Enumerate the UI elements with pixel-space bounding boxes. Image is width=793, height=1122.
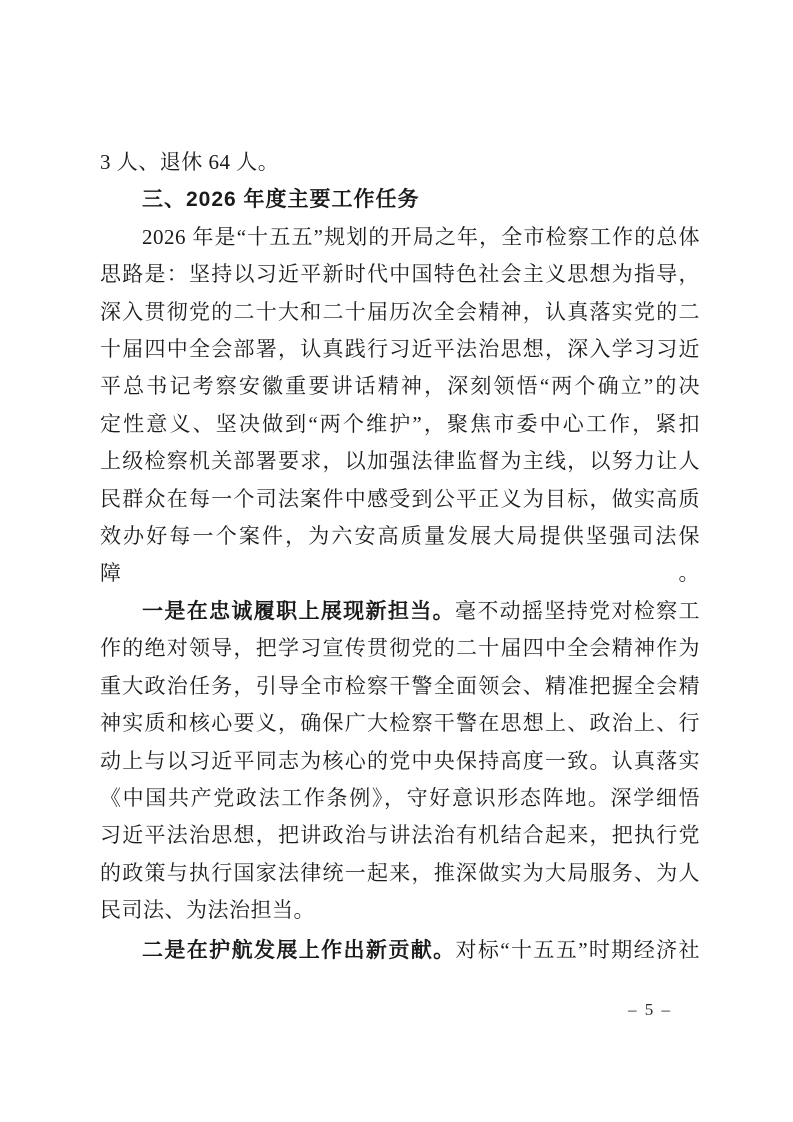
continuation-line: 3 人、退休 64 人。 — [100, 150, 280, 174]
paragraph-line: 的政策与执行国家法律统一起来，推深做实为大局服务、为人 — [100, 860, 700, 885]
document-body — [100, 144, 700, 969]
paragraph-line: 上级检察机关部署要求，以加强法律监督为主线，以努力让人 — [100, 449, 700, 474]
paragraph-line: 定性意义、坚决做到“两个维护”，聚焦市委中心工作，紧扣 — [100, 411, 700, 436]
paragraph-line: 民群众在每一个司法案件中感受到公平正义为目标，做实高质 — [100, 486, 700, 511]
paragraph-text: 对标“十五五”时期经济社 — [455, 937, 700, 962]
page-number: – 5 – — [628, 1000, 672, 1019]
paragraph-line: 动上与以习近平同志为核心的党中央保持高度一致。认真落实 — [100, 748, 700, 773]
paragraph-line: 思路是：坚持以习近平新时代中国特色社会主义思想为指导， — [100, 262, 700, 287]
paragraph-line: 神实质和核心要义，确保广大检察干警在思想上、政治上、行 — [100, 711, 700, 736]
paragraph-lead: 一是在忠诚履职上展现新担当。 — [142, 598, 455, 623]
paragraph-line: 《中国共产党政法工作条例》，守好意识形态阵地。深学细悟 — [100, 785, 700, 810]
paragraph-line — [100, 593, 700, 630]
paragraph-line: 深入贯彻党的二十大和二十届历次全会精神，认真落实党的二 — [100, 299, 700, 324]
section-heading: 三、2026 年度主要工作任务 — [142, 188, 420, 212]
paragraph-line: 重大政治任务，引导全市检察干警全面领会、精准把握全会精 — [100, 673, 700, 698]
paragraph-lead: 二是在护航发展上作出新贡献。 — [142, 937, 456, 962]
paragraph-line: 民司法、为法治担当。 — [100, 898, 315, 923]
paragraph-line: 十届四中全会部署，认真践行习近平法治思想，深入学习习近 — [100, 337, 700, 362]
paragraph-line: 效办好每一个案件，为六安高质量发展大局提供坚强司法保障。 — [100, 524, 700, 586]
paragraph-line — [100, 932, 700, 969]
paragraph-line: 作的绝对领导，把学习宣传贯彻党的二十届四中全会精神作为 — [100, 636, 700, 661]
paragraph-text: 毫不动摇坚持党对检察工 — [454, 598, 701, 623]
paragraph-line: 习近平法治思想，把讲政治与讲法治有机结合起来，把执行党 — [100, 823, 700, 848]
paragraph-line: 2026 年是“十五五”规划的开局之年，全市检察工作的总体 — [142, 224, 700, 249]
paragraph-line: 平总书记考察安徽重要讲话精神，深刻领悟“两个确立”的决 — [100, 374, 700, 399]
